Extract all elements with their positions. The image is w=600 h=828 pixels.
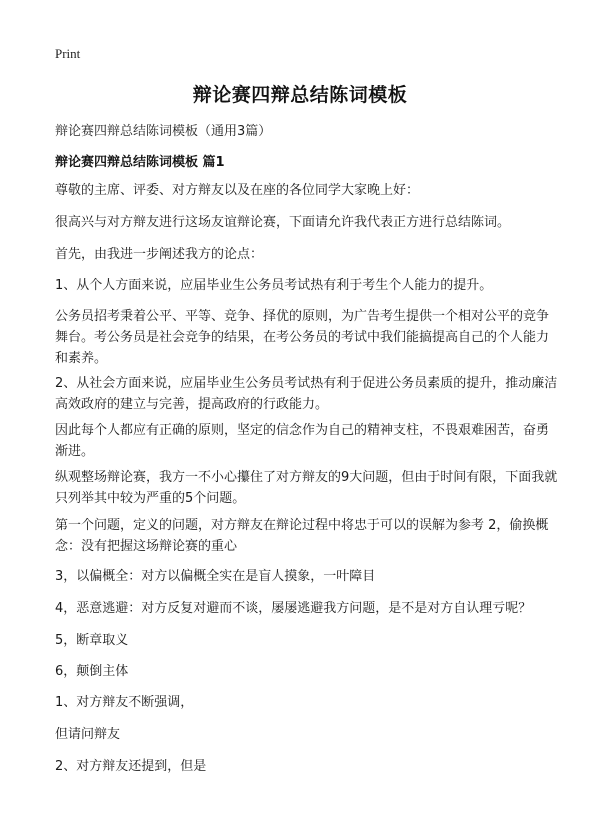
paragraph-issue-3: 3，以偏概全：对方以偏概全实在是盲人摸象，一叶障目 [55, 569, 376, 584]
paragraph-issue-5: 5，断章取义 [55, 633, 129, 648]
paragraph-issue-6: 6，颠倒主体 [55, 664, 129, 679]
paragraph-point-1-detail: 公务员招考秉着公平、平等、竞争、择优的原则，为广告考生提供一个相对公平的竞争舞台。考公务员是社会竞争的结果，在考公务员的考试中我们能搞提高自己的个人能力和素养。 [55, 309, 550, 366]
print-link[interactable]: Print [55, 46, 81, 61]
paragraph-issue-1: 第一个问题，定义的问题，对方辩友在辩论过程中将忠于可以的误解为参考 2，偷换概念：没有把握这场辩论赛的重心 [55, 518, 549, 554]
paragraph-rebuttal-1: 1、对方辩友不断强调， [55, 695, 194, 710]
paragraph-principle: 因此每个人都应有正确的原则，坚定的信念作为自己的精神支柱，不畏艰难困苦，奋勇渐进。 [55, 423, 550, 459]
paragraph-greeting: 尊敬的主席、评委、对方辩友以及在座的各位同学大家晚上好： [55, 183, 420, 198]
paragraph-point-2: 2、从社会方面来说，应届毕业生公务员考试热有利于促进公务员素质的提升，推动廉洁高效政府的建立与完善，提高政府的行政能力。 [55, 376, 558, 412]
section-heading: 辩论赛四辩总结陈词模板 篇1 [55, 155, 225, 170]
paragraph-intro: 很高兴与对方辩友进行这场友谊辩论赛，下面请允许我代表正方进行总结陈词。 [55, 215, 511, 230]
page-title: 辩论赛四辩总结陈词模板 [192, 84, 408, 106]
document-subtitle: 辩论赛四辩总结陈词模板（通用3篇） [55, 124, 272, 139]
paragraph-rebuttal-2: 2、对方辩友还提到，但是 [55, 759, 207, 774]
paragraph-point-1: 1、从个人方面来说，应届毕业生公务员考试热有利于考生个人能力的提升。 [55, 278, 493, 293]
paragraph-question: 但请问辩友 [55, 727, 121, 742]
paragraph-issue-4: 4，恶意逃避：对方反复对避而不谈，屡屡逃避我方问题，是不是对方自认理亏呢？ [55, 601, 532, 616]
paragraph-first-point: 首先，由我进一步阐述我方的论点： [55, 247, 264, 262]
paragraph-overview: 纵观整场辩论赛，我方一不小心攥住了对方辩友的9大问题，但由于时间有限，下面我就只列举其中较为严重的5个问题。 [55, 470, 558, 506]
